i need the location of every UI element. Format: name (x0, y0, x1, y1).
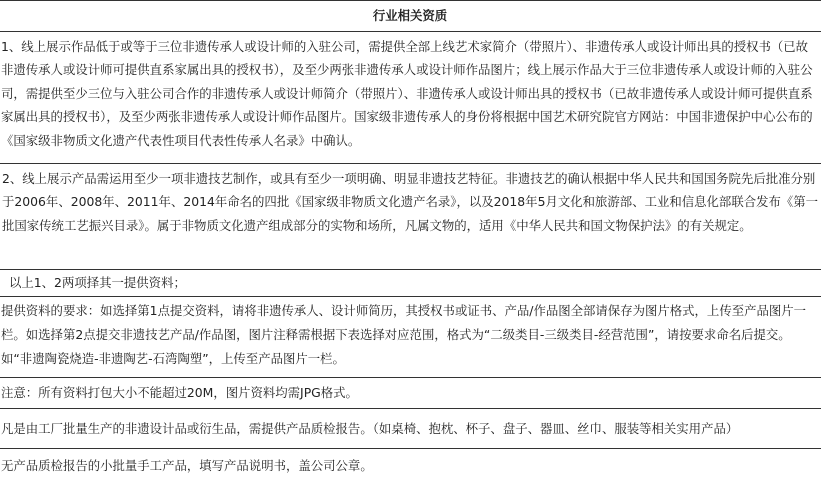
table-row-4: 提供资料的要求：如选择第1点提交资料，请将非遗传承人、设计师简历，其授权书或证书、产品/作品图全部请保存为图片格式，上传至产品图片一栏。如选择第2点提交非遗技艺产品/作品图，图片注释需根据下表选择对应范围，格式为“二级类目-三级类目-经营范围”，请按要求命名后提交。如“非遗陶瓷烧造-非遗陶艺-石湾陶塑”，上传至产品图片一栏。 (0, 297, 821, 378)
table-row-1: 1、线上展示作品低于或等于三位非遗传承人或设计师的入驻公司，需提供全部上线艺术家简介（带照片）、非遗传承人或设计师出具的授权书（已故非遗传承人或设计师可提供直系家属出具的授权书），及至少两张非遗传承人或设计师作品图片；线上展示作品大于三位非遗传承人或设计师的入驻公司，需提供至少三位与入驻公司合作的非遗传承人或设计师简介（带照片）、非遗传承人或设计师出具的授权书（已故非遗传承人或设计师可提供直系家属出具的授权书），及至少两张非遗传承人或设计师作品图片。国家级非遗传承人的身份将根据中国艺术研究院官方网站：中国非遗保护中心公布的《国家级非物质文化遗产代表性项目代表性传承人名录》中确认。 (0, 32, 821, 164)
table-row-2: 2、线上展示产品需运用至少一项非遗技艺制作，或具有至少一项明确、明显非遗技艺特征。非遗技艺的确认根据中华人民共和国国务院先后批准分别于2006年、2008年、2011年、2014年命名的四批《国家级非物质文化遗产名录》，以及2018年5月文化和旅游部、工业和信息化部联合发布《第一批国家传统工艺振兴目录》。属于非物质文化遗产组成部分的实物和场所，凡属文物的，适用《中华人民共和国文物保护法》的有关规定。 (0, 164, 821, 270)
row-3-text: 以上1、2两项择其一提供资料； (9, 275, 186, 290)
table-row-5: 注意：所有资料打包大小不能超过20M，图片资料均需JPG格式。 (0, 378, 821, 409)
table-header: 行业相关资质 (0, 1, 821, 32)
table-row-6: 凡是由工厂批量生产的非遗设计品或衍生品，需提供产品质检报告。（如桌椅、抱枕、杯子、盘子、器皿、丝巾、服装等相关实用产品） (0, 409, 821, 449)
table-row-3 (0, 270, 821, 297)
table-row-7: 无产品质检报告的小批量手工产品，填写产品说明书，盖公司公章。 (1, 458, 373, 473)
